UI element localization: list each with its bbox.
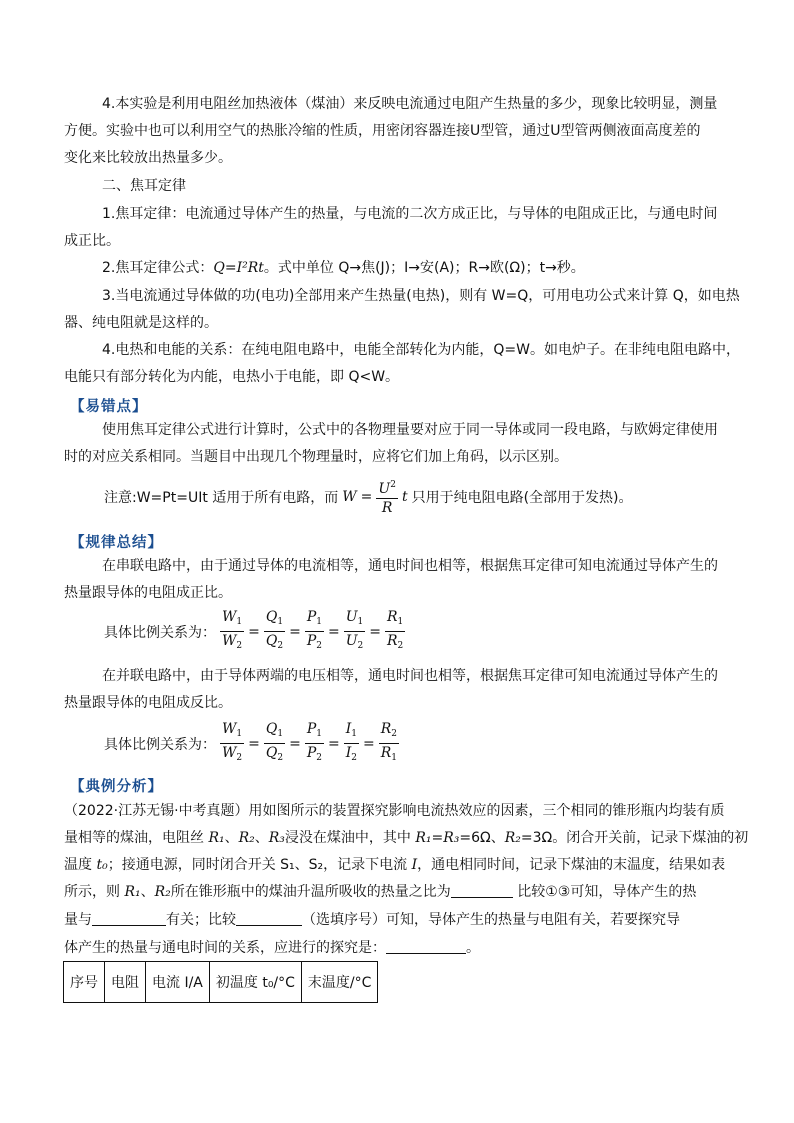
fraction-numerator: W [222,721,237,737]
series-ratio-label: 具体比例关系为： [104,624,216,641]
var-r1: R₁ [208,830,225,846]
fraction-numerator: P [306,609,317,625]
answer-blank-3[interactable] [236,911,302,926]
example-line5 [64,906,680,934]
example-line3 [64,851,725,879]
denominator-subscript: 2 [397,641,404,651]
fraction-numerator: W [222,609,237,625]
numerator-subscript: 1 [316,617,322,627]
ratio-fraction [305,609,324,654]
fraction-denominator: P [306,745,317,761]
example-line5-c: （选填序号）可知，导体产生的热量与电阻有关，若要探究导 [302,912,680,928]
example-line6 [64,934,480,962]
note-lhs: W [342,488,357,505]
note-fraction [376,477,398,516]
series-ratio-body [218,609,407,651]
item4-line3: 变化来比较放出热量多少。 [64,150,232,166]
numerator-subscript: 1 [277,617,284,627]
fraction-denominator: R [380,745,392,761]
fraction-denominator: Q [265,633,278,649]
numerator-subscript: 1 [277,729,284,739]
equals-sign: = [327,623,340,640]
example-line6-b: 。 [466,940,480,956]
ratio-fraction [264,609,285,654]
law3-line2: 器、纯电阻就是这样的。 [64,315,218,331]
var-r2c: R₂ [154,884,171,900]
law2-formula: Q=I²Rt [213,260,264,276]
list-sep-1: 、 [224,830,239,846]
example-line4 [64,878,696,906]
denominator-subscript: 2 [316,641,322,651]
table-header-cell: 电流 I/A [146,962,210,1003]
ratio-fraction [385,609,405,654]
equals-sign: = [248,735,260,752]
table-header-cell: 初温度 t₀/°C [209,962,301,1003]
var-r1r3: R₁=R₃ [415,830,460,846]
equals-sign: = [327,735,340,752]
equals-sign: = [369,623,381,640]
fraction-numerator: Q [265,609,278,625]
law4-line2: 电能只有部分转化为内能，电热小于电能，即 Q<W。 [64,369,400,385]
law2-prefix: 2.焦耳定律公式： [102,260,214,276]
note-exp: 2 [390,480,396,490]
answer-blank-4[interactable] [386,939,466,954]
mistakes-line2: 时的对应关系相同。当题目中出现几个物理量时，应将它们加上角码，以示区别。 [64,449,568,465]
denominator-subscript: 2 [236,641,243,651]
series-line1: 在串联电路中，由于通过导体的电流相等，通电时间也相等，根据焦耳定律可知电流通过导体产生的 [102,558,718,574]
table-header-cell: 电阻 [105,962,146,1003]
ratio-fraction [220,721,244,766]
equals-sign: = [289,623,301,640]
mistakes-heading: 【易错点】 [70,399,148,415]
example-line2 [64,824,748,852]
example-line3-b: ；接通电源，同时闭合开关 S₁、S₂，记录下电流 [107,857,412,873]
fraction-denominator: W [222,633,237,649]
parallel-line2: 热量跟导体的电阻成反比。 [64,695,232,711]
result-table [63,961,378,1003]
example-line2-a: 量相等的煤油，电阻丝 [64,830,209,846]
parallel-line1: 在并联电路中，由于导体两端的电压相等，通电时间也相等，根据焦耳定律可知电流通过导体产生的 [102,668,718,684]
table-header-row [64,962,378,1003]
law1-line1: 1.焦耳定律：电流通过导体产生的热量，与电流的二次方成正比，与导体的电阻成正比，与通电时间 [102,206,718,222]
example-line2-c: =6Ω、 [459,830,505,846]
example-line5-b: 有关；比较 [166,912,236,928]
fraction-denominator: R [386,633,398,649]
law4-line1: 4.电热和电能的关系：在纯电阻电路中，电能全部转化为内能，Q=W。如电炉子。在非纯电阻电路中， [102,342,740,358]
example-heading: 【典例分析】 [70,779,163,795]
fraction-denominator: I [345,745,352,761]
parallel-ratio-label: 具体比例关系为： [104,736,216,753]
denominator-subscript: 2 [357,641,364,651]
ratio-fraction [379,721,399,766]
table-header-cell: 序号 [64,962,105,1003]
list-sep-3: 、 [140,884,155,900]
series-line2: 热量跟导体的电阻成正比。 [64,585,232,601]
var-t0: t₀ [96,857,108,873]
answer-blank-2[interactable] [92,911,166,926]
answer-blank-1[interactable] [451,883,513,898]
section-title: 二、焦耳定律 [102,178,186,194]
series-ratio [102,609,407,654]
fraction-denominator: P [306,633,317,649]
fraction-numerator: I [345,721,352,737]
note-prefix: 注意:W=Pt=UIt 适用于所有电路，而 [104,489,339,506]
denominator-subscript: 2 [351,753,357,763]
ratio-fraction [344,721,359,766]
var-r1b: R₁ [124,884,141,900]
example-line4-b: 所在锥形瓶中的煤油升温所吸收的热量之比为 [170,884,451,900]
var-r2b: R₂ [504,830,521,846]
note-num: U [378,481,391,497]
example-line4-c: 比较①③可知，导体产生的热 [512,884,697,900]
numerator-subscript: 1 [357,617,364,627]
denominator-subscript: 1 [391,753,397,763]
note-suffix: 只用于纯电阻电路(全部用于发热)。 [411,489,633,506]
item4-line1: 4.本实验是利用电阻丝加热液体（煤油）来反映电流通过电阻产生热量的多少，现象比较明显，测量 [102,96,718,112]
denominator-subscript: 2 [277,753,284,763]
list-sep-2: 、 [254,830,269,846]
var-r3: R₃ [268,830,285,846]
example-line5-a: 量与 [64,912,92,928]
note-den: R [381,500,393,516]
denominator-subscript: 2 [236,753,243,763]
law1-line2: 成正比。 [64,233,120,249]
ratio-fraction [305,721,324,766]
law2-suffix: 。式中单位 Q→焦(J)；I→安(A)；R→欧(Ω)；t→秒。 [263,260,585,276]
example-line4-a: 所示，则 [64,884,125,900]
ratio-fraction [220,609,244,654]
law2-line [102,254,585,282]
example-line1: （2022·江苏无锡·中考真题）用如图所示的装置探究影响电流热效应的因素，三个相同的锥形瓶内均装有质 [64,803,725,819]
fraction-numerator: R [380,721,392,737]
example-line3-c: ，通电相同时间，记录下煤油的末温度，结果如表 [417,857,726,873]
numerator-subscript: 2 [391,729,397,739]
fraction-numerator: P [306,721,317,737]
mistakes-note: 注意:W=Pt=UIt 适用于所有电路，而 W = $\frac{U^2}{R}$ t 只用于纯电阻电路(全部用于发热)。 [102,477,635,516]
note-var: t [401,488,408,505]
numerator-subscript: 1 [236,729,243,739]
parallel-ratio-body [218,721,401,763]
numerator-subscript: 1 [397,617,404,627]
fraction-denominator: Q [265,745,278,761]
mistakes-line1: 使用焦耳定律公式进行计算时，公式中的各物理量要对应于同一导体或同一段电路，与欧姆定律使用 [102,422,718,438]
item4-line2: 方便。实验中也可以利用空气的热胀冷缩的性质，用密闭容器连接U型管，通过U型管两侧液面高度差的 [64,123,701,139]
example-line3-a: 温度 [64,857,97,873]
equals-sign: = [289,735,301,752]
fraction-numerator: R [386,609,398,625]
table-header-cell: 末温度/°C [301,962,378,1003]
numerator-subscript: 1 [316,729,322,739]
parallel-ratio [102,721,401,766]
var-i: I [411,857,418,873]
numerator-subscript: 1 [236,617,243,627]
example-line2-d: =3Ω。闭合开关前，记录下煤油的初 [520,830,749,846]
fraction-numerator: Q [265,721,278,737]
law3-line1: 3.当电流通过导体做的功(电功)全部用来产生热量(电热)，则有 W=Q，可用电功公式来计算 Q，如电热 [102,288,740,304]
fraction-numerator: U [345,609,358,625]
equals-sign: = [362,735,375,752]
example-line2-b: 浸没在煤油中，其中 [284,830,416,846]
fraction-denominator: W [222,745,237,761]
ratio-fraction [344,609,366,654]
denominator-subscript: 2 [277,641,284,651]
var-r2: R₂ [238,830,255,846]
numerator-subscript: 1 [351,729,357,739]
summary-heading: 【规律总结】 [70,535,163,551]
equals-sign: = [248,623,260,640]
fraction-denominator: U [345,633,358,649]
example-line6-a: 体产生的热量与通电时间的关系，应进行的探究是： [64,940,386,956]
ratio-fraction [264,721,285,766]
denominator-subscript: 2 [316,753,322,763]
